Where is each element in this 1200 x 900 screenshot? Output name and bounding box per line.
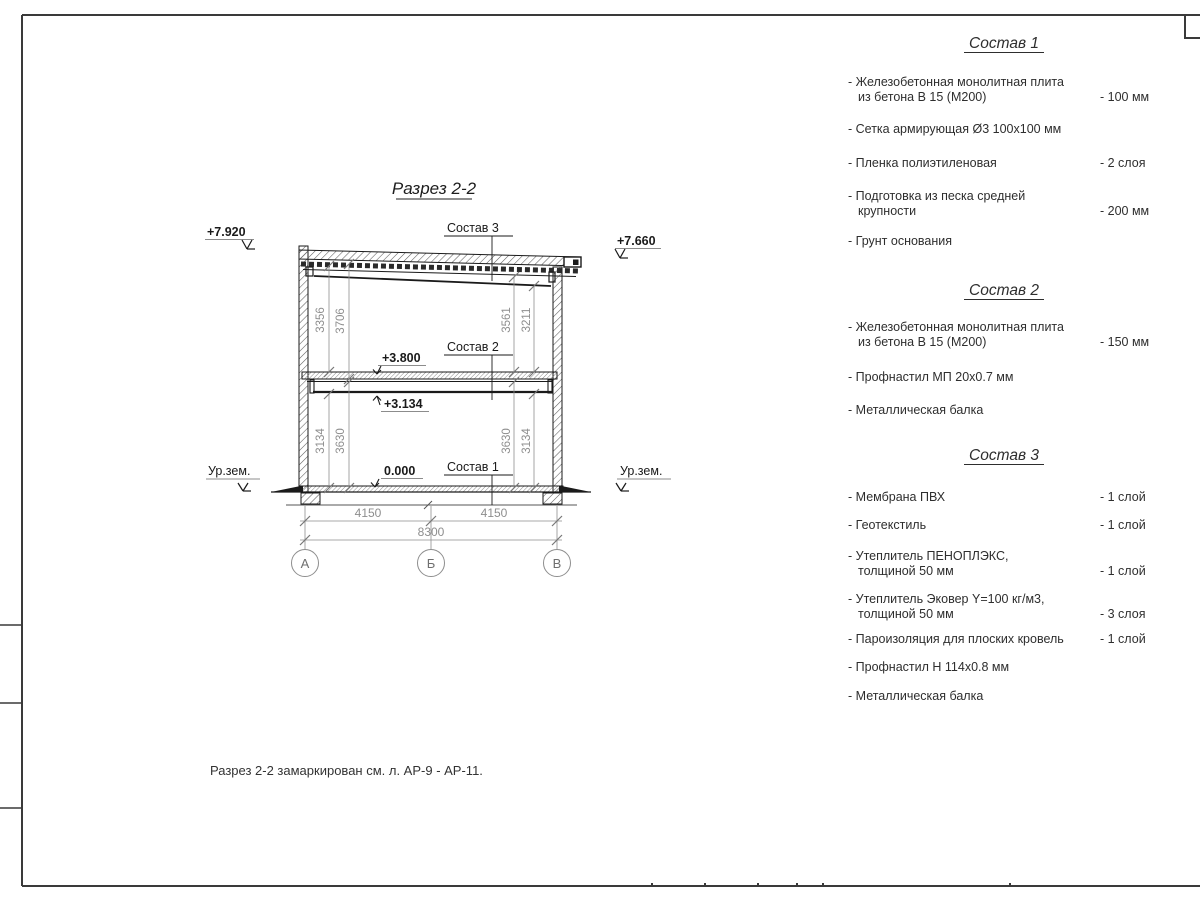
ground-label-left: Ур.зем.	[208, 464, 251, 478]
material-item	[848, 370, 1160, 385]
material-item	[848, 75, 1160, 105]
callout-sostav1: Состав 1	[447, 460, 499, 474]
material-line: - Подготовка из песка средней	[848, 189, 1026, 203]
dim-3561: 3561	[501, 307, 513, 333]
material-item	[848, 632, 1160, 647]
material-line: - Металлическая балка	[848, 689, 984, 703]
axis-bubbles	[292, 550, 571, 577]
material-item	[848, 660, 1160, 675]
composition-3-title-text: Состав 3	[964, 448, 1044, 465]
elev-3134: +3.134	[384, 397, 423, 411]
material-line: - Мембрана ПВХ	[848, 490, 946, 504]
material-qty: - 1 слой	[1100, 632, 1146, 646]
material-qty: - 150 мм	[1100, 335, 1150, 349]
material-item	[848, 156, 1160, 171]
elev-3800: +3.800	[382, 351, 421, 365]
material-line: толщиной 50 мм	[858, 607, 954, 621]
material-qty: - 100 мм	[1100, 90, 1150, 104]
ground-wing-left	[271, 486, 303, 493]
dim-4150-left: 4150	[354, 506, 382, 520]
roof-beam	[314, 276, 551, 286]
ground-slab	[299, 486, 563, 492]
material-line: - Геотекстиль	[848, 518, 927, 532]
material-line: - Профнастил Н 114х0.8 мм	[848, 660, 1010, 674]
composition-1	[848, 36, 1160, 249]
material-qty: - 1 слой	[1100, 518, 1146, 532]
composition-1-title	[848, 36, 1160, 53]
material-line: - Пленка полиэтиленовая	[848, 156, 997, 170]
composition-1-title-text: Состав 1	[964, 36, 1044, 53]
ground-label-right: Ур.зем.	[620, 464, 663, 478]
dim-3706: 3706	[335, 308, 347, 334]
material-item	[848, 549, 1160, 579]
material-line: - Сетка армирующая Ø3 100х100 мм	[848, 122, 1062, 136]
material-line: - Утеплитель Эковер Y=100 кг/м3,	[848, 592, 1045, 606]
wall-axis-a	[299, 246, 308, 492]
material-line: крупности	[858, 204, 917, 218]
elev-7920: +7.920	[207, 225, 246, 239]
axis-b-label: Б	[426, 556, 436, 571]
elev-0000: 0.000	[384, 464, 416, 478]
foundation-right	[543, 493, 562, 504]
callout-sostav3: Состав 3	[447, 221, 499, 235]
material-line: из бетона В 15 (М200)	[858, 335, 987, 349]
material-line: - Железобетонная монолитная плита	[848, 320, 1064, 334]
material-item	[848, 320, 1160, 350]
material-line: - Утеплитель ПЕНОПЛЭКС,	[848, 549, 1009, 563]
drawing-note: Разрез 2-2 замаркирован см. л. АР-9 - АР-11.	[210, 763, 483, 778]
elev-7660: +7.660	[617, 234, 656, 248]
material-line: толщиной 50 мм	[858, 564, 954, 578]
foundation-left	[301, 493, 320, 504]
dim-3211: 3211	[521, 307, 533, 333]
material-item	[848, 518, 1160, 533]
material-qty: - 1 слой	[1100, 490, 1146, 504]
ground-wing-right	[559, 486, 591, 493]
material-line: - Металлическая балка	[848, 403, 984, 417]
material-item	[848, 592, 1160, 622]
elevation-marks	[205, 225, 661, 487]
material-line: - Пароизоляция для плоских кровель	[848, 632, 1064, 646]
material-qty: - 1 слой	[1100, 564, 1146, 578]
dim-3630-right: 3630	[501, 428, 513, 454]
section-title-text: Разрез 2-2	[391, 179, 477, 198]
material-item	[848, 189, 1160, 219]
frame-corner-box	[1185, 15, 1200, 38]
dim-3134-left: 3134	[315, 428, 327, 454]
dim-8300: 8300	[417, 525, 445, 539]
sheet-margin-dividers	[0, 625, 22, 808]
material-item	[848, 403, 1160, 418]
material-line: - Железобетонная монолитная плита	[848, 75, 1064, 89]
dim-4150-right: 4150	[480, 506, 508, 520]
dim-3630-left: 3630	[335, 428, 347, 454]
dim-3134-right: 3134	[521, 428, 533, 454]
dim-3356: 3356	[315, 307, 327, 333]
material-line: из бетона В 15 (М200)	[858, 90, 987, 104]
material-item	[848, 490, 1160, 505]
section-title	[392, 179, 477, 199]
composition-3	[848, 448, 1160, 704]
composition-2-title-text: Состав 2	[964, 283, 1044, 300]
material-line: - Грунт основания	[848, 234, 953, 248]
material-qty: - 2 слоя	[1100, 156, 1146, 170]
material-qty: - 3 слоя	[1100, 607, 1146, 621]
axis-v-label: В	[552, 556, 562, 571]
material-line: - Профнастил МП 20х0.7 мм	[848, 370, 1014, 384]
material-item	[848, 234, 1160, 249]
material-qty: - 200 мм	[1100, 204, 1150, 218]
material-item	[848, 122, 1160, 137]
roof-fascia-insert	[573, 260, 579, 266]
composition-2	[848, 283, 1160, 418]
axis-a-label: А	[300, 556, 310, 571]
material-item	[848, 689, 1160, 704]
callout-sostav2: Состав 2	[447, 340, 499, 354]
composition-3-title	[848, 448, 1160, 465]
composition-2-title	[848, 283, 1160, 300]
section-structure	[271, 246, 591, 509]
